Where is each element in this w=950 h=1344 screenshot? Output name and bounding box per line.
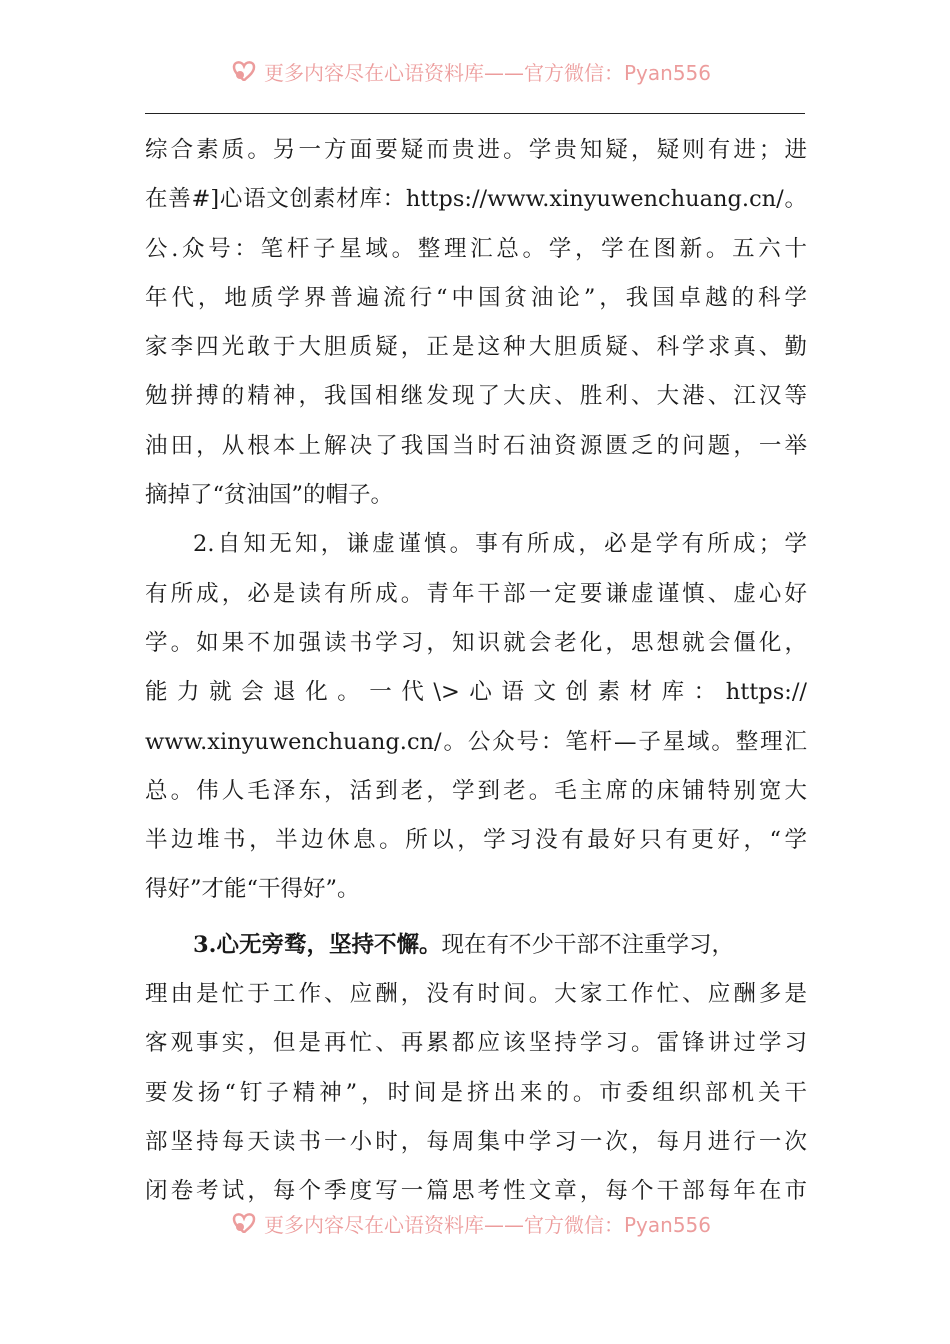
footer-watermark bbox=[230, 1206, 711, 1240]
text-line: 年代，地质学界普遍流行“中国贫油论”，我国卓越的科学 bbox=[145, 284, 807, 311]
text-line: 摘掉了“贫油国”的帽子。 bbox=[145, 482, 394, 509]
footer-watermark-text: 更多内容尽在心语资料库——官方微信：Pyan556 bbox=[264, 1212, 712, 1237]
section-heading: 3.心无旁骛，坚持不懈。 bbox=[193, 931, 442, 958]
document-body bbox=[145, 126, 807, 1217]
text-line: 部坚持每天读书一小时，每周集中学习一次，每月进行一次 bbox=[145, 1128, 807, 1155]
text-line: 家李四光敢于大胆质疑，正是这种大胆质疑、科学求真、勤 bbox=[145, 334, 807, 361]
brand-logo-icon bbox=[230, 1209, 258, 1237]
text-line: 在善#]心语文创素材库：https://www.xinyuwenchuang.cn/。 bbox=[145, 186, 807, 213]
header-watermark bbox=[230, 54, 711, 88]
text-line: 勉拼搏的精神，我国相继发现了大庆、胜利、大港、江汉等 bbox=[145, 383, 807, 410]
text-line: 有所成，必是读有所成。青年干部一定要谦虚谨慎、虚心好 bbox=[145, 580, 807, 607]
section-heading-line bbox=[145, 921, 807, 970]
text-line: 综合素质。另一方面要疑而贵进。学贵知疑，疑则有进；进 bbox=[145, 137, 807, 163]
text-line: 总。伟人毛泽东，活到老，学到老。毛主席的床铺特别宽大 bbox=[145, 777, 807, 804]
text-span: 现在有不少干部不注重学习， bbox=[441, 931, 735, 958]
text-line: 能力就会退化。一代\>心语文创素材库：https:// bbox=[145, 679, 807, 706]
text-line: 半边堆书，半边休息。所以，学习没有最好只有更好，“学 bbox=[145, 827, 807, 854]
text-line: 2.自知无知，谦虚谨慎。事有所成，必是学有所成；学 bbox=[193, 531, 807, 558]
text-line: 公.众号：笔杆子星域。整理汇总。学，学在图新。五六十 bbox=[145, 235, 807, 262]
text-line: 要发扬“钉子精神”，时间是挤出来的。市委组织部机关干 bbox=[145, 1079, 807, 1106]
text-line: www.xinyuwenchuang.cn/。公众号：笔杆—子星域。整理汇 bbox=[145, 728, 807, 755]
text-line: 理由是忙于工作、应酬，没有时间。大家工作忙、应酬多是 bbox=[145, 981, 807, 1008]
text-line: 学。如果不加强读书学习，知识就会老化，思想就会僵化， bbox=[145, 629, 807, 656]
header-watermark-text: 更多内容尽在心语资料库——官方微信：Pyan556 bbox=[264, 60, 712, 85]
text-line: 闭卷考试，每个季度写一篇思考性文章，每个干部每年在市 bbox=[145, 1178, 807, 1205]
text-line: 得好”才能“干得好”。 bbox=[145, 876, 360, 903]
text-line: 油田，从根本上解决了我国当时石油资源匮乏的问题，一举 bbox=[145, 432, 807, 459]
brand-logo-icon bbox=[230, 57, 258, 85]
header-rule bbox=[145, 113, 805, 114]
text-line: 客观事实，但是再忙、再累都应该坚持学习。雷锋讲过学习 bbox=[145, 1030, 807, 1057]
